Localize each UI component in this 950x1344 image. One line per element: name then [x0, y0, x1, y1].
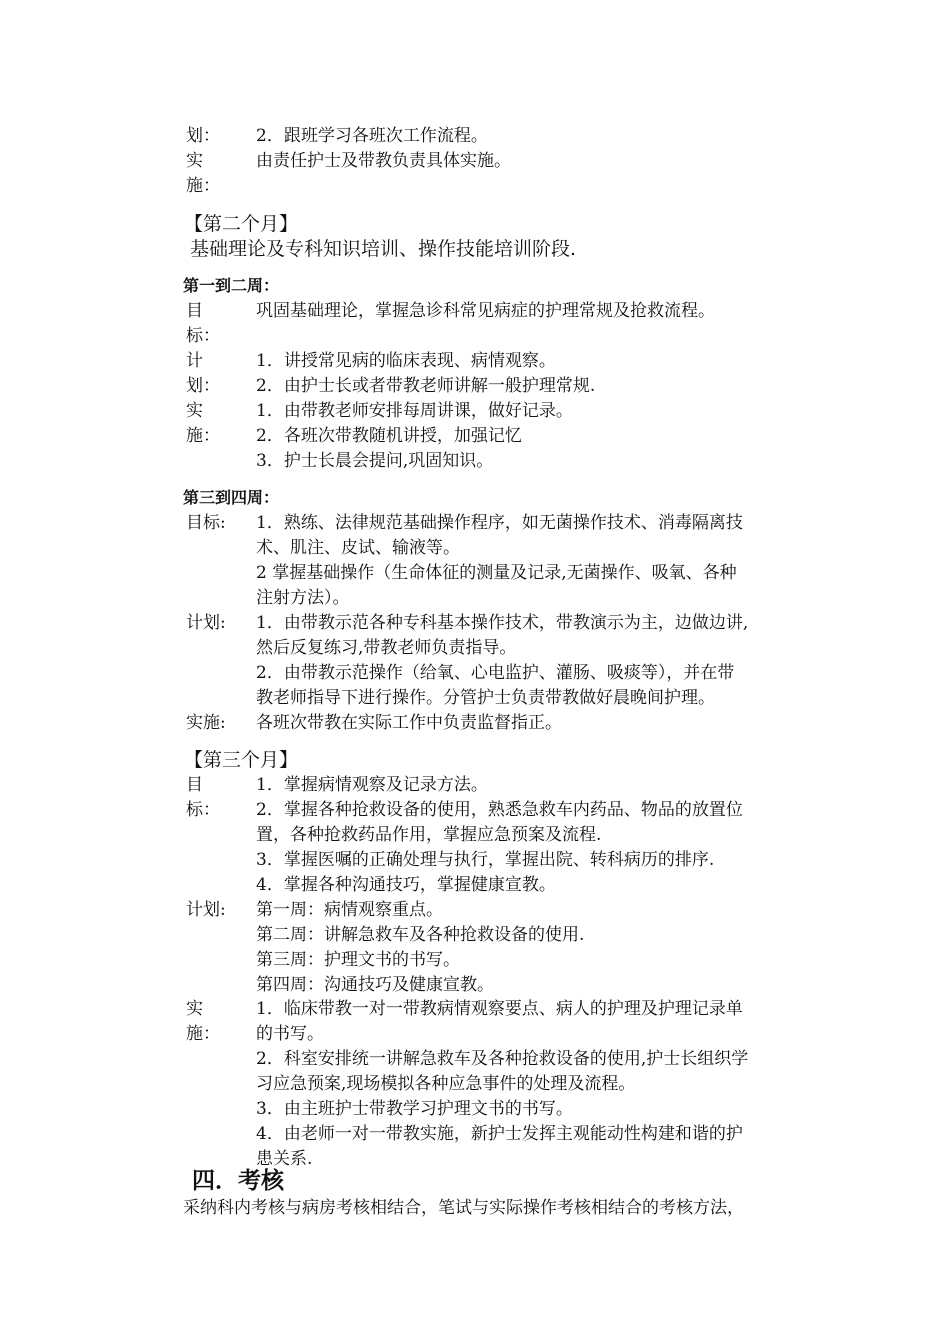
weeks12-row: [186, 299, 806, 323]
month3-row: [186, 1072, 806, 1096]
row-text: 1．临床带教一对一带教病情观察要点、病人的护理及护理记录单: [256, 999, 743, 1019]
row-label: [186, 973, 256, 997]
row-label: 目: [186, 775, 203, 795]
row-label: [186, 586, 256, 610]
weeks12-heading: 第一到二周：: [183, 276, 280, 295]
row-text: 的书写。: [256, 1024, 324, 1044]
weeks34-row: [186, 711, 806, 735]
row-label: 实: [186, 151, 203, 171]
implement-row: [186, 149, 806, 173]
row-label: [186, 848, 256, 872]
month3-row: [186, 1122, 806, 1146]
row-label: 标：: [186, 800, 220, 820]
row-label: [186, 948, 256, 972]
row-text: 4．由老师一对一带教实施，新护士发挥主观能动性构建和谐的护: [256, 1124, 743, 1144]
weeks34-heading: 第三到四周：: [183, 488, 280, 507]
row-text: 2 掌握基础操作（生命体征的测量及记录,无菌操作、吸氧、各种: [256, 563, 737, 583]
row-label: [186, 561, 256, 585]
row-text: 各班次带教在实际工作中负责监督指正。: [256, 713, 562, 733]
row-text: 第三周：护理文书的书写。: [256, 950, 460, 970]
row-label: [186, 823, 256, 847]
row-text: 第二周：讲解急救车及各种抢救设备的使用.: [256, 925, 585, 945]
row-text: 术、肌注、皮试、输液等。: [256, 538, 460, 558]
row-label: 实施:: [186, 713, 226, 733]
month3-row: [186, 898, 806, 922]
weeks34-row: [186, 686, 806, 710]
month2-heading: 【第二个月】: [184, 213, 299, 235]
row-text: 第一周：病情观察重点。: [256, 900, 443, 920]
row-label: [186, 636, 256, 660]
row-label: 施：: [186, 176, 220, 196]
month3-row: [186, 923, 806, 947]
row-label: [186, 923, 256, 947]
weeks12-row: [186, 424, 806, 448]
row-label: 划：: [186, 376, 220, 396]
weeks34-row: [186, 586, 806, 610]
row-text: 由责任护士及带教负责具体实施。: [256, 151, 511, 171]
row-label: 计划:: [186, 900, 226, 920]
month3-row: [186, 848, 806, 872]
row-text: 1．掌握病情观察及记录方法。: [256, 775, 488, 795]
row-text: 1．由带教老师安排每周讲课，做好记录。: [256, 401, 573, 421]
row-text: 2．掌握各种抢救设备的使用，熟悉急救车内药品、物品的放置位: [256, 800, 743, 820]
month3-row: [186, 1047, 806, 1071]
row-text: 2．各班次带教随机讲授，加强记忆: [256, 426, 522, 446]
row-label: [186, 1047, 256, 1071]
row-label: [186, 1072, 256, 1096]
month3-row: [186, 948, 806, 972]
month3-heading: 【第三个月】: [184, 749, 299, 771]
row-text: 1．讲授常见病的临床表现、病情观察。: [256, 351, 556, 371]
row-label: [186, 536, 256, 560]
row-text: 4．掌握各种沟通技巧，掌握健康宣教。: [256, 875, 556, 895]
row-label: 实: [186, 401, 203, 421]
row-label: [186, 661, 256, 685]
section4-heading: 四．考核: [192, 1167, 284, 1194]
row-text: 1．熟练、法律规范基础操作程序，如无菌操作技术、消毒隔离技: [256, 513, 743, 533]
row-text: 巩固基础理论，掌握急诊科常见病症的护理常规及抢救流程。: [256, 301, 715, 321]
weeks34-row: [186, 661, 806, 685]
row-label: 施：: [186, 426, 220, 446]
row-text: 注射方法）。: [256, 588, 350, 608]
month3-row: [186, 1097, 806, 1121]
month3-row: [186, 973, 806, 997]
row-text: 2．由带教示范操作（给氧、心电监护、灌肠、吸痰等），并在带: [256, 663, 735, 683]
row-text: 置，各种抢救药品作用，掌握应急预案及流程.: [256, 825, 602, 845]
row-label: 计: [186, 351, 203, 371]
row-label: 标：: [186, 326, 220, 346]
weeks12-row: [186, 349, 806, 373]
month3-row: [186, 873, 806, 897]
row-text: 3．掌握医嘱的正确处理与执行，掌握出院、转科病历的排序.: [256, 850, 715, 870]
row-label: [186, 1122, 256, 1146]
weeks34-row: [186, 536, 806, 560]
weeks34-row: [186, 636, 806, 660]
weeks34-row: [186, 611, 806, 635]
weeks34-row: [186, 561, 806, 585]
row-text: 习应急预案,现场模拟各种应急事件的处理及流程。: [256, 1074, 636, 1094]
month3-row: [186, 823, 806, 847]
row-text: 3．护士长晨会提问,巩固知识。: [256, 451, 494, 471]
section4-paragraph: 采纳科内考核与病房考核相结合，笔试与实际操作考核相结合的考核方法，: [183, 1198, 744, 1218]
row-text: 患关系.: [256, 1149, 313, 1169]
weeks34-row: [186, 511, 806, 535]
row-text: 第四周：沟通技巧及健康宣教。: [256, 975, 494, 995]
row-text: 2．科室安排统一讲解急救车及各种抢救设备的使用,护士长组织学: [256, 1049, 749, 1069]
plan-row: [186, 124, 806, 148]
weeks12-row: [186, 374, 806, 398]
row-label: 目标:: [186, 513, 226, 533]
row-text: [256, 174, 806, 198]
row-text: 2．跟班学习各班次工作流程。: [256, 126, 488, 146]
weeks12-row: [186, 449, 806, 473]
row-text: 3．由主班护士带教学习护理文书的书写。: [256, 1099, 573, 1119]
row-label: [186, 873, 256, 897]
row-label: [186, 686, 256, 710]
row-label: 目: [186, 301, 203, 321]
row-label: [186, 1097, 256, 1121]
weeks12-row: [186, 399, 806, 423]
month3-row: [186, 997, 806, 1021]
row-label: 划：: [186, 126, 220, 146]
row-label: 实: [186, 999, 203, 1019]
row-text: 1．由带教示范各种专科基本操作技术，带教演示为主，边做边讲,: [256, 613, 749, 633]
implement-row-cont: [186, 174, 806, 198]
row-text: 然后反复练习,带教老师负责指导。: [256, 638, 517, 658]
row-label: 计划:: [186, 613, 226, 633]
row-text: [256, 324, 806, 348]
row-label: 施：: [186, 1024, 220, 1044]
weeks12-row: [186, 324, 806, 348]
month2-stage: 基础理论及专科知识培训、操作技能培训阶段.: [190, 238, 577, 260]
row-text: 2．由护士长或者带教老师讲解一般护理常规.: [256, 376, 596, 396]
row-label: [186, 449, 256, 473]
month3-row: [186, 773, 806, 797]
month3-row: [186, 1022, 806, 1046]
month3-row: [186, 798, 806, 822]
row-text: 教老师指导下进行操作。分管护士负责带教做好晨晚间护理。: [256, 688, 715, 708]
